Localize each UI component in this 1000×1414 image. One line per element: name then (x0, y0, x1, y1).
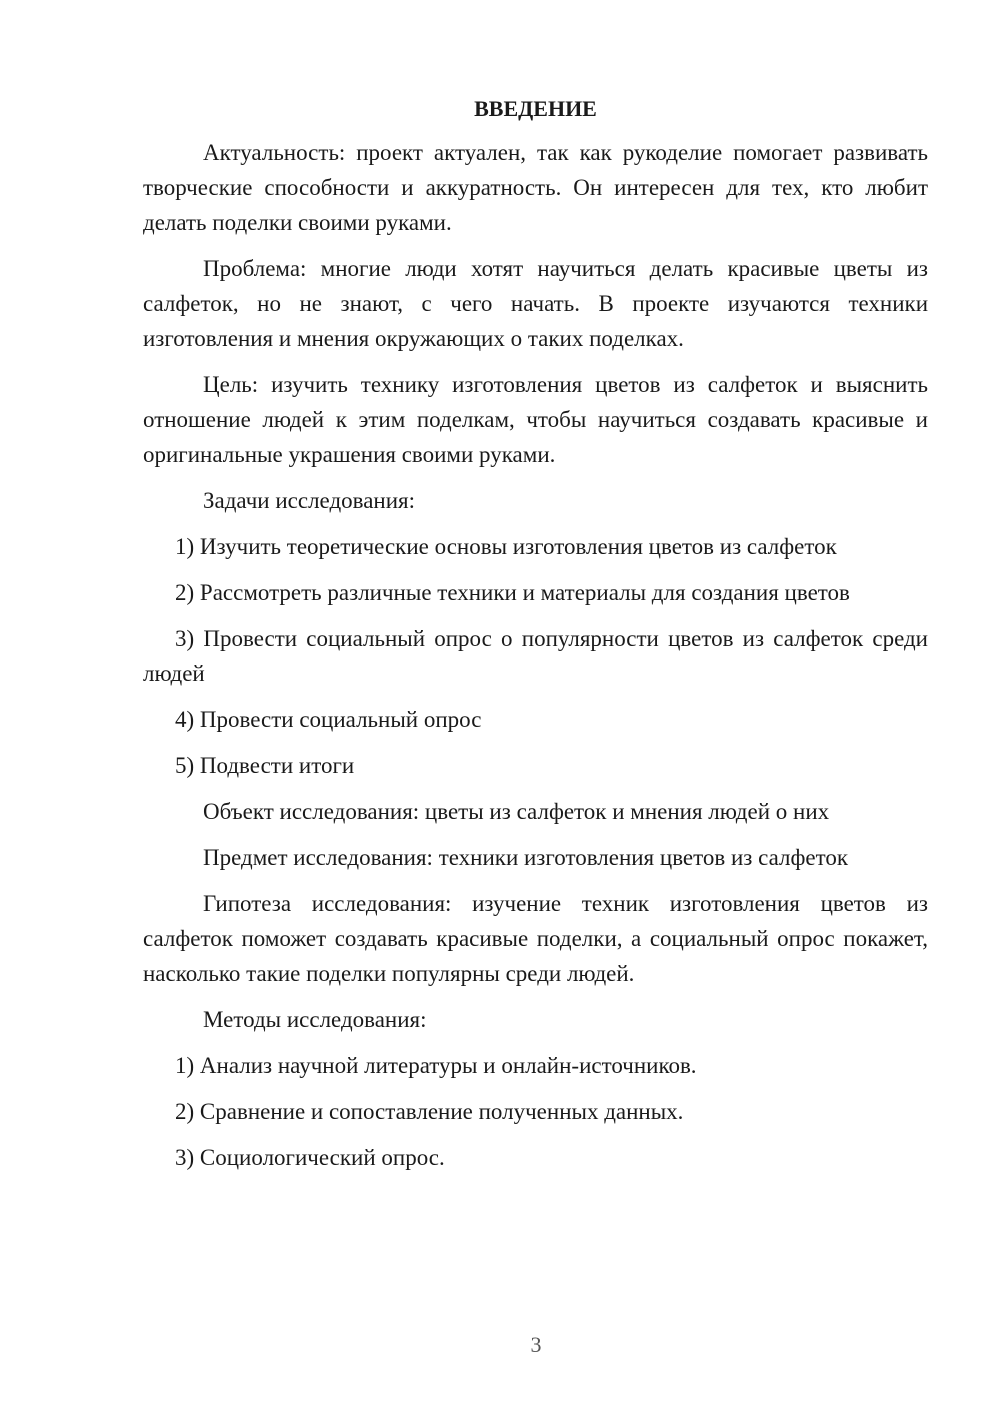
task-item-3: 3) Провести социальный опрос о популярности цветов из салфеток среди людей (143, 626, 928, 686)
page-content (143, 94, 928, 1186)
task-item-1: 1) Изучить теоретические основы изготовления цветов из салфеток (175, 534, 837, 559)
method-item-3: 3) Социологический опрос. (175, 1145, 445, 1170)
task-item-4: 4) Провести социальный опрос (175, 707, 482, 732)
relevance-paragraph: Актуальность: проект актуален, так как рукоделие помогает развивать творческие способности и аккуратность. Он интересен для тех, кто любит делать поделки своими руками. (143, 140, 928, 235)
method-item-1: 1) Анализ научной литературы и онлайн-источников. (175, 1053, 697, 1078)
object-paragraph: Объект исследования: цветы из салфеток и мнения людей о них (203, 799, 830, 824)
tasks-title: Задачи исследования: (203, 488, 416, 513)
subject-paragraph: Предмет исследования: техники изготовления цветов из салфеток (203, 845, 849, 870)
methods-title: Методы исследования: (203, 1007, 427, 1032)
method-item-2: 2) Сравнение и сопоставление полученных данных. (175, 1099, 684, 1124)
task-item-2: 2) Рассмотреть различные техники и материалы для создания цветов (175, 580, 850, 605)
goal-paragraph: Цель: изучить технику изготовления цветов из салфеток и выяснить отношение людей к этим поделкам, чтобы научиться создавать красивые и оригинальные украшения своими руками. (143, 372, 928, 467)
page-number: 3 (530, 1332, 542, 1357)
problem-paragraph: Проблема: многие люди хотят научиться делать красивые цветы из салфеток, но не знают, с чего начать. В проекте изучаются техники изготовления и мнения окружающих о таких поделках. (143, 256, 928, 351)
section-heading: ВВЕДЕНИЕ (474, 96, 597, 121)
hypothesis-paragraph: Гипотеза исследования: изучение техник изготовления цветов из салфеток поможет создавать красивые поделки, а социальный опрос покажет, насколько такие поделки популярны среди людей. (143, 891, 928, 986)
task-item-5: 5) Подвести итоги (175, 753, 355, 778)
